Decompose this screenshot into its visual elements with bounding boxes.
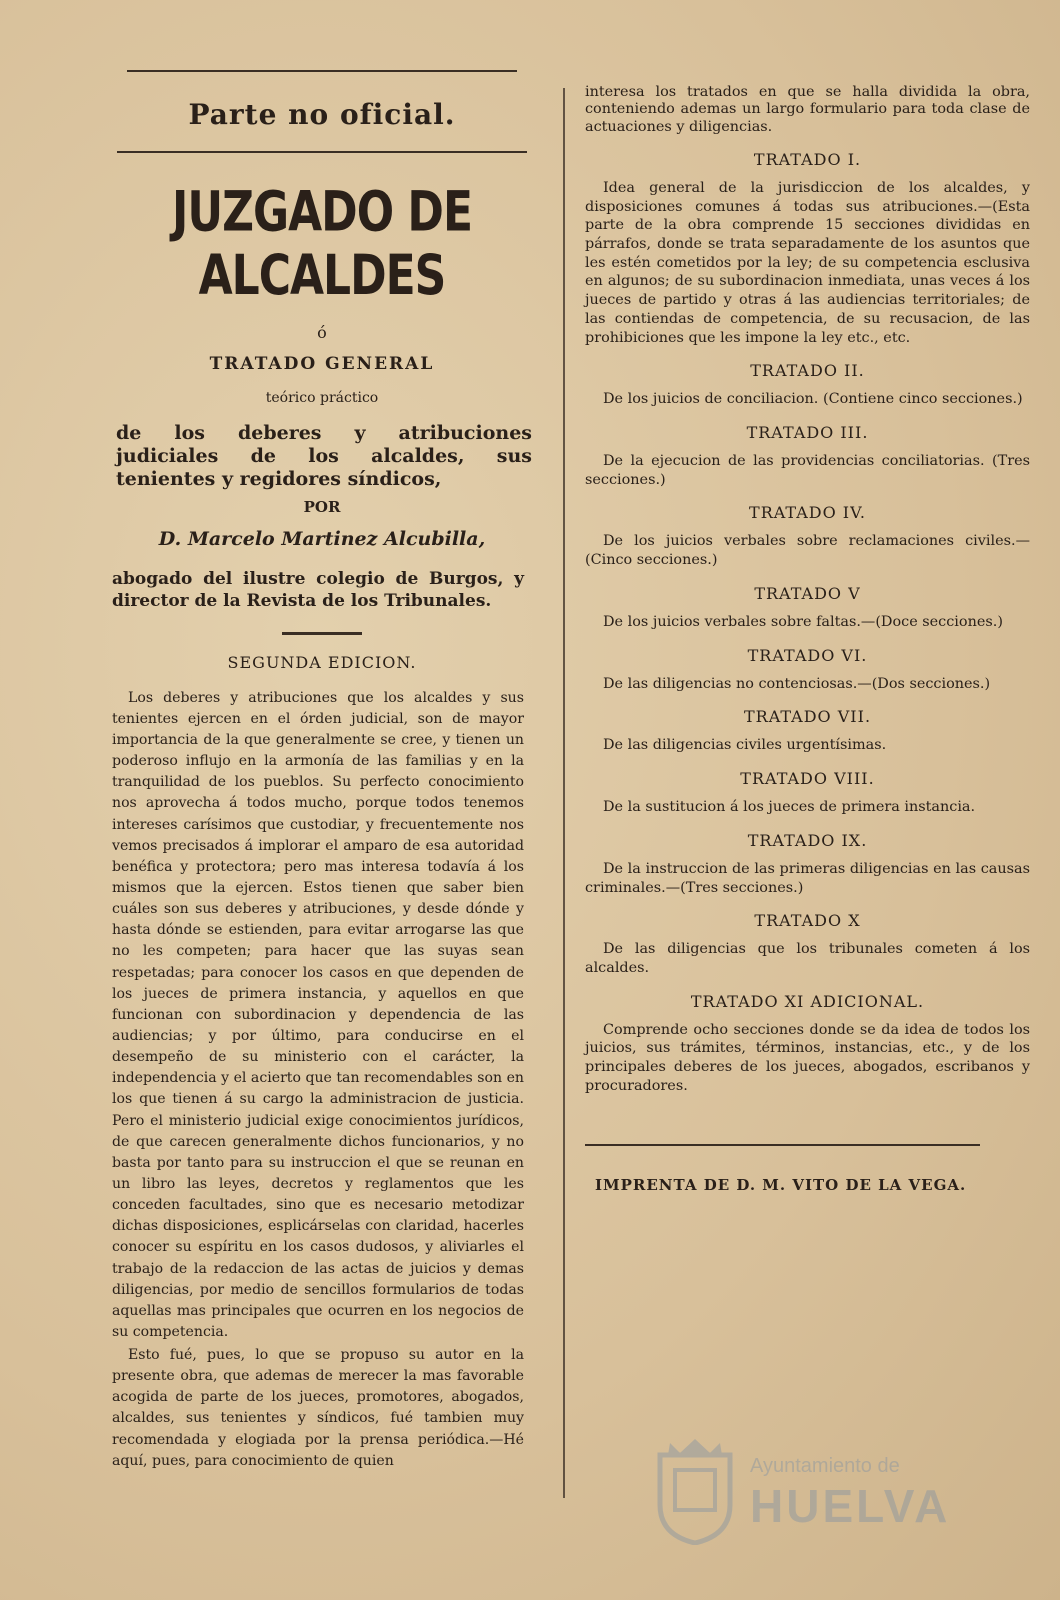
tratado-title: TRATADO VII. bbox=[743, 707, 872, 727]
tratado-title: TRATADO XI ADICIONAL. bbox=[690, 991, 925, 1011]
tratado-description: De la instruccion de las primeras diligencias en las causas criminales.—(Tres secciones.) bbox=[585, 860, 1030, 896]
tratado-description: Comprende ocho secciones donde se da idea de todos los juicios, sus trámites, términos, instancias, etc., y de los principales deberes de los jueces, abogados, escribanos y procuradores. bbox=[585, 1021, 1030, 1094]
tratado-title: TRATADO IX. bbox=[747, 830, 868, 850]
tratado-description: De la ejecucion de las providencias conciliatorias. (Tres secciones.) bbox=[585, 453, 1030, 488]
subtitle: de los deberes y atribuciones judiciales de los alcaldes, sus tenientes y regidores síndicos, bbox=[116, 422, 532, 491]
tratado-title: TRATADO VIII. bbox=[740, 769, 875, 789]
tratado-title: TRATADO I. bbox=[753, 149, 862, 169]
left-column bbox=[112, 70, 532, 1472]
tratado-title: TRATADO X bbox=[754, 911, 861, 931]
body-paragraph: Esto fué, pues, lo que se propuso su autor en la presente obra, que ademas de merecer la mas favorable acogida de parte de los jueces, promotores, abogados, alcaldes, sus tenientes y síndicos, fué tambien muy recomendada y elogiada por la prensa periódica.—Hé aquí, pues, para conocimiento de quien bbox=[112, 1347, 524, 1469]
section-header: Parte no oficial. bbox=[188, 98, 456, 131]
bottom-rule bbox=[585, 1144, 980, 1146]
right-column bbox=[585, 84, 1030, 1194]
tratado-description: De las diligencias que los tribunales cometen á los alcaldes. bbox=[585, 941, 1030, 976]
tratado-title: TRATADO IV. bbox=[749, 503, 866, 523]
conjunction: ó bbox=[317, 323, 327, 342]
author-name: D. Marcelo Martinez Alcubilla, bbox=[158, 527, 486, 550]
tratado-title: TRATADO II. bbox=[750, 361, 865, 381]
tratado-description: De la sustitucion á los jueces de primera instancia. bbox=[603, 799, 976, 816]
por-label: POR bbox=[303, 497, 341, 516]
tratado-description: De las diligencias civiles urgentísimas. bbox=[603, 737, 887, 754]
tratado-description: De los juicios de conciliacion. (Contiene cinco secciones.) bbox=[603, 391, 1023, 408]
tratado-title: TRATADO V bbox=[754, 583, 861, 603]
archive-watermark bbox=[650, 1435, 970, 1545]
tratado-description: Idea general de la jurisdiccion de los alcaldes, y disposiciones comunes á todas sus atribuciones.—(Esta parte de la obra comprende 15 secciones divididas en párrafos, donde se trata separadamente de los asuntos que les estén cometidos por la ley; de su competencia esclusiva en algunos; de su subordinacion inmediata, unas veces á los jueces de partido y otras á las audiencias territoriales; de las contiendas de competencia, de su recusacion, de las prohibiciones que les impone la ley etc., etc. bbox=[585, 179, 1030, 346]
intro-continuation: interesa los tratados en que se halla dividida la obra, conteniendo ademas un largo formulario para toda clase de actuaciones y diligencias. bbox=[585, 84, 1030, 135]
column-divider bbox=[563, 88, 565, 1498]
short-rule bbox=[282, 632, 362, 635]
tratado-title: TRATADO III. bbox=[746, 423, 869, 443]
watermark-line1: Ayuntamiento de bbox=[750, 1455, 900, 1477]
tratado-description: De las diligencias no contenciosas.—(Dos secciones.) bbox=[603, 675, 991, 692]
coat-of-arms-icon bbox=[650, 1435, 740, 1545]
tratado-description: De los juicios verbales sobre faltas.—(Doce secciones.) bbox=[603, 613, 1003, 630]
edition-heading: SEGUNDA EDICION. bbox=[227, 652, 417, 672]
body-paragraph: Los deberes y atribuciones que los alcaldes y sus tenientes ejercen en el órden judicial, son de mayor importancia de la que generalmente se cree, y tienen un poderoso influjo en la armonía de las familias y en la tranquilidad de los pueblos. Su perfecto conocimiento nos aprovecha á todos mucho, porque todos tenemos intereses carísimos que custodiar, y frecuentemente nos vemos precisados á implorar el amparo de esa autoridad benéfica y protectora; pero mas interesa todavía á los mismos que la ejercen. Estos tienen que saber bien cuáles son sus deberes y atribuciones, y desde dónde y hasta dónde se estienden, para evitar arrogarse las que no les competen; para hacer que las suyas sean respetadas; para conocer los casos en que dependen de los jueces de primera instancia, y aquellos en que funcionan con subordinacion y dependencia de las audiencias; y por último, para conducirse en el desempeño de su ministerio con el carácter, la independencia y el acierto que tan recomendables son en los que tienen á su cargo la administracion de justicia. Pero el ministerio judicial exige conocimientos jurídicos, de que carecen generalmente dichos funcionarios, y no basta por tanto para su instruccion el que se reunan en un libro las leyes, decretos y reglamentos que les conceden facultades, sino que es necesario metodizar dichas disposiciones, esplicárselas con claridad, hacerles conocer su espíritu en los casos dudosos, y aliviarles el trabajo de la redaccion de las actas de juicios y demas diligencias, por medio de sencillos formularios de todas aquellas mas principales que ocurren en los negocios de su competencia. bbox=[112, 689, 524, 1340]
tratado-description: De los juicios verbales sobre reclamaciones civiles.—(Cinco secciones.) bbox=[585, 533, 1030, 569]
main-title: JUZGADO DE ALCALDES bbox=[172, 180, 472, 308]
watermark-line2: HUELVA bbox=[750, 1480, 951, 1532]
tratado-general: TRATADO GENERAL bbox=[209, 354, 435, 374]
author-credentials: abogado del ilustre colegio de Burgos, y director de la Revista de los Tribunales. bbox=[112, 568, 524, 611]
header-rule bbox=[117, 151, 527, 153]
printer-imprint: IMPRENTA DE D. M. VITO DE LA VEGA. bbox=[595, 1175, 967, 1194]
top-rule bbox=[127, 70, 517, 72]
tratado-title: TRATADO VI. bbox=[747, 645, 868, 665]
teorico-practico: teórico práctico bbox=[265, 390, 379, 406]
